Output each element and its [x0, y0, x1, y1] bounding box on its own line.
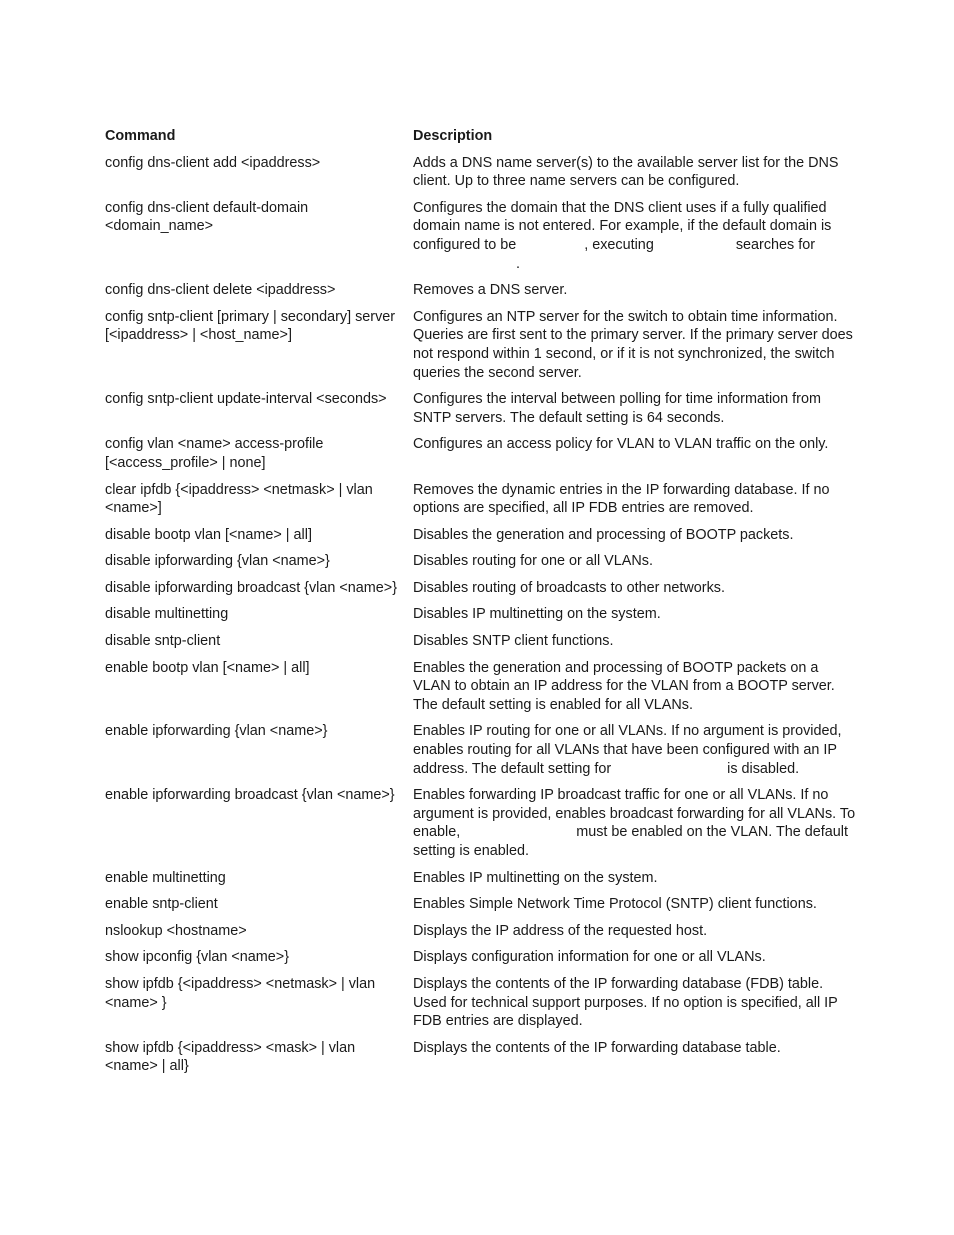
command-cell: show ipconfig {vlan <name>} [105, 949, 290, 966]
description-cell: Removes the dynamic entries in the IP forwarding database. If no options are specified, all IP FDB entries are removed. [413, 481, 830, 517]
description-cell [413, 722, 857, 786]
command-cell: disable ipforwarding broadcast {vlan <name>} [105, 579, 398, 596]
command-cell: disable ipforwarding {vlan <name>} [105, 553, 330, 570]
table-row [105, 579, 857, 606]
table-row [105, 975, 857, 1039]
description-text: is disabled. [727, 760, 800, 777]
table-row [105, 1039, 857, 1084]
command-cell: config sntp-client update-interval <seconds> [105, 391, 387, 408]
table-row [105, 435, 857, 480]
command-cell: enable bootp vlan [<name> | all] [105, 659, 310, 676]
description-cell: Disables IP multinetting on the system. [413, 606, 661, 623]
description-text: . [516, 255, 520, 272]
command-table [105, 127, 857, 1084]
table-row [105, 632, 857, 659]
description-cell: Adds a DNS name server(s) to the available server list for the DNS client. Up to three name servers can be configured. [413, 154, 839, 190]
table-row [105, 786, 857, 868]
command-cell: show ipfdb {<ipaddress> <netmask> | vlan <name> } [105, 975, 376, 1011]
command-cell: enable sntp-client [105, 896, 218, 913]
description-text: must be enabled on the VLAN. The default setting is enabled. [413, 824, 848, 859]
description-cell: Enables Simple Network Time Protocol (SNTP) client functions. [413, 896, 817, 913]
table-header-row [105, 127, 857, 154]
description-cell: Configures an access policy for VLAN to VLAN traffic on the only. [413, 436, 829, 453]
command-cell: clear ipfdb {<ipaddress> <netmask> | vlan <name>] [105, 481, 373, 517]
description-cell: Displays the contents of the IP forwarding database (FDB) table. Used for technical support purposes. If no option is specified, all IP FDB entries are displayed. [413, 975, 838, 1030]
command-cell: enable ipforwarding {vlan <name>} [105, 723, 328, 740]
description-cell: Enables IP multinetting on the system. [413, 869, 658, 886]
description-text: , executing [584, 236, 654, 253]
command-cell: config dns-client default-domain <domain_name> [105, 199, 309, 235]
table-row [105, 281, 857, 308]
command-column-header: Command [105, 128, 176, 144]
description-text: searches for [735, 236, 816, 253]
table-row [105, 605, 857, 632]
command-cell: config dns-client delete <ipaddress> [105, 282, 336, 299]
description-text: Configures the domain that the DNS client uses if a fully qualified domain name is not entered. For example, if the default domain is configured to be [413, 199, 832, 253]
command-cell: nslookup <hostname> [105, 922, 247, 939]
description-cell: Configures the interval between polling for time information from SNTP servers. The default setting is 64 seconds. [413, 391, 821, 426]
command-cell: disable bootp vlan [<name> | all] [105, 526, 312, 543]
description-text: Enables IP routing for one or all VLANs. If no argument is provided, enables routing for all VLANs that have been configured with an IP address. The default setting for [413, 723, 842, 777]
table-row [105, 869, 857, 896]
command-cell: enable ipforwarding broadcast {vlan <name>} [105, 787, 395, 804]
description-cell: Disables routing for one or all VLANs. [413, 553, 653, 570]
table-row [105, 308, 857, 390]
table-row [105, 948, 857, 975]
description-column-header: Description [413, 128, 493, 144]
table-row [105, 526, 857, 553]
table-row [105, 481, 857, 526]
description-cell: Enables the generation and processing of BOOTP packets on a VLAN to obtain an IP address for the VLAN from a BOOTP server. The default setting is enabled for all VLANs. [413, 659, 835, 713]
description-cell: Displays the IP address of the requested host. [413, 922, 708, 939]
command-cell: show ipfdb {<ipaddress> <mask> | vlan <name> | all} [105, 1039, 356, 1075]
command-cell: disable sntp-client [105, 633, 221, 650]
table-row [105, 390, 857, 435]
table-row [105, 659, 857, 723]
table-row [105, 552, 857, 579]
command-cell: config dns-client add <ipaddress> [105, 154, 321, 171]
description-cell [413, 199, 857, 281]
description-cell: Displays the contents of the IP forwarding database table. [413, 1039, 781, 1056]
table-row [105, 722, 857, 786]
description-cell: Disables SNTP client functions. [413, 633, 614, 650]
description-cell [413, 786, 857, 868]
command-cell: enable multinetting [105, 869, 226, 886]
command-cell: config vlan <name> access-profile [<access_profile> | none] [105, 436, 324, 471]
table-row [105, 199, 857, 281]
description-cell: Removes a DNS server. [413, 282, 568, 299]
description-cell: Disables routing of broadcasts to other networks. [413, 579, 725, 596]
description-cell: Configures an NTP server for the switch to obtain time information. Queries are first sent to the primary server. If the primary server does not respond within 1 second, or if it is not synchronized, the switch queries the second server. [413, 308, 853, 381]
table-row [105, 922, 857, 949]
table-row [105, 895, 857, 922]
command-cell: config sntp-client [primary | secondary] server [<ipaddress> | <host_name>] [105, 308, 396, 344]
description-text: Enables forwarding IP broadcast traffic for one or all VLANs. If no argument is provided, enables broadcast forwarding for all VLANs. To enable, [413, 787, 856, 841]
description-cell: Displays configuration information for one or all VLANs. [413, 949, 766, 966]
table-row [105, 154, 857, 199]
command-cell: disable multinetting [105, 606, 229, 623]
description-cell: Disables the generation and processing of BOOTP packets. [413, 526, 794, 543]
